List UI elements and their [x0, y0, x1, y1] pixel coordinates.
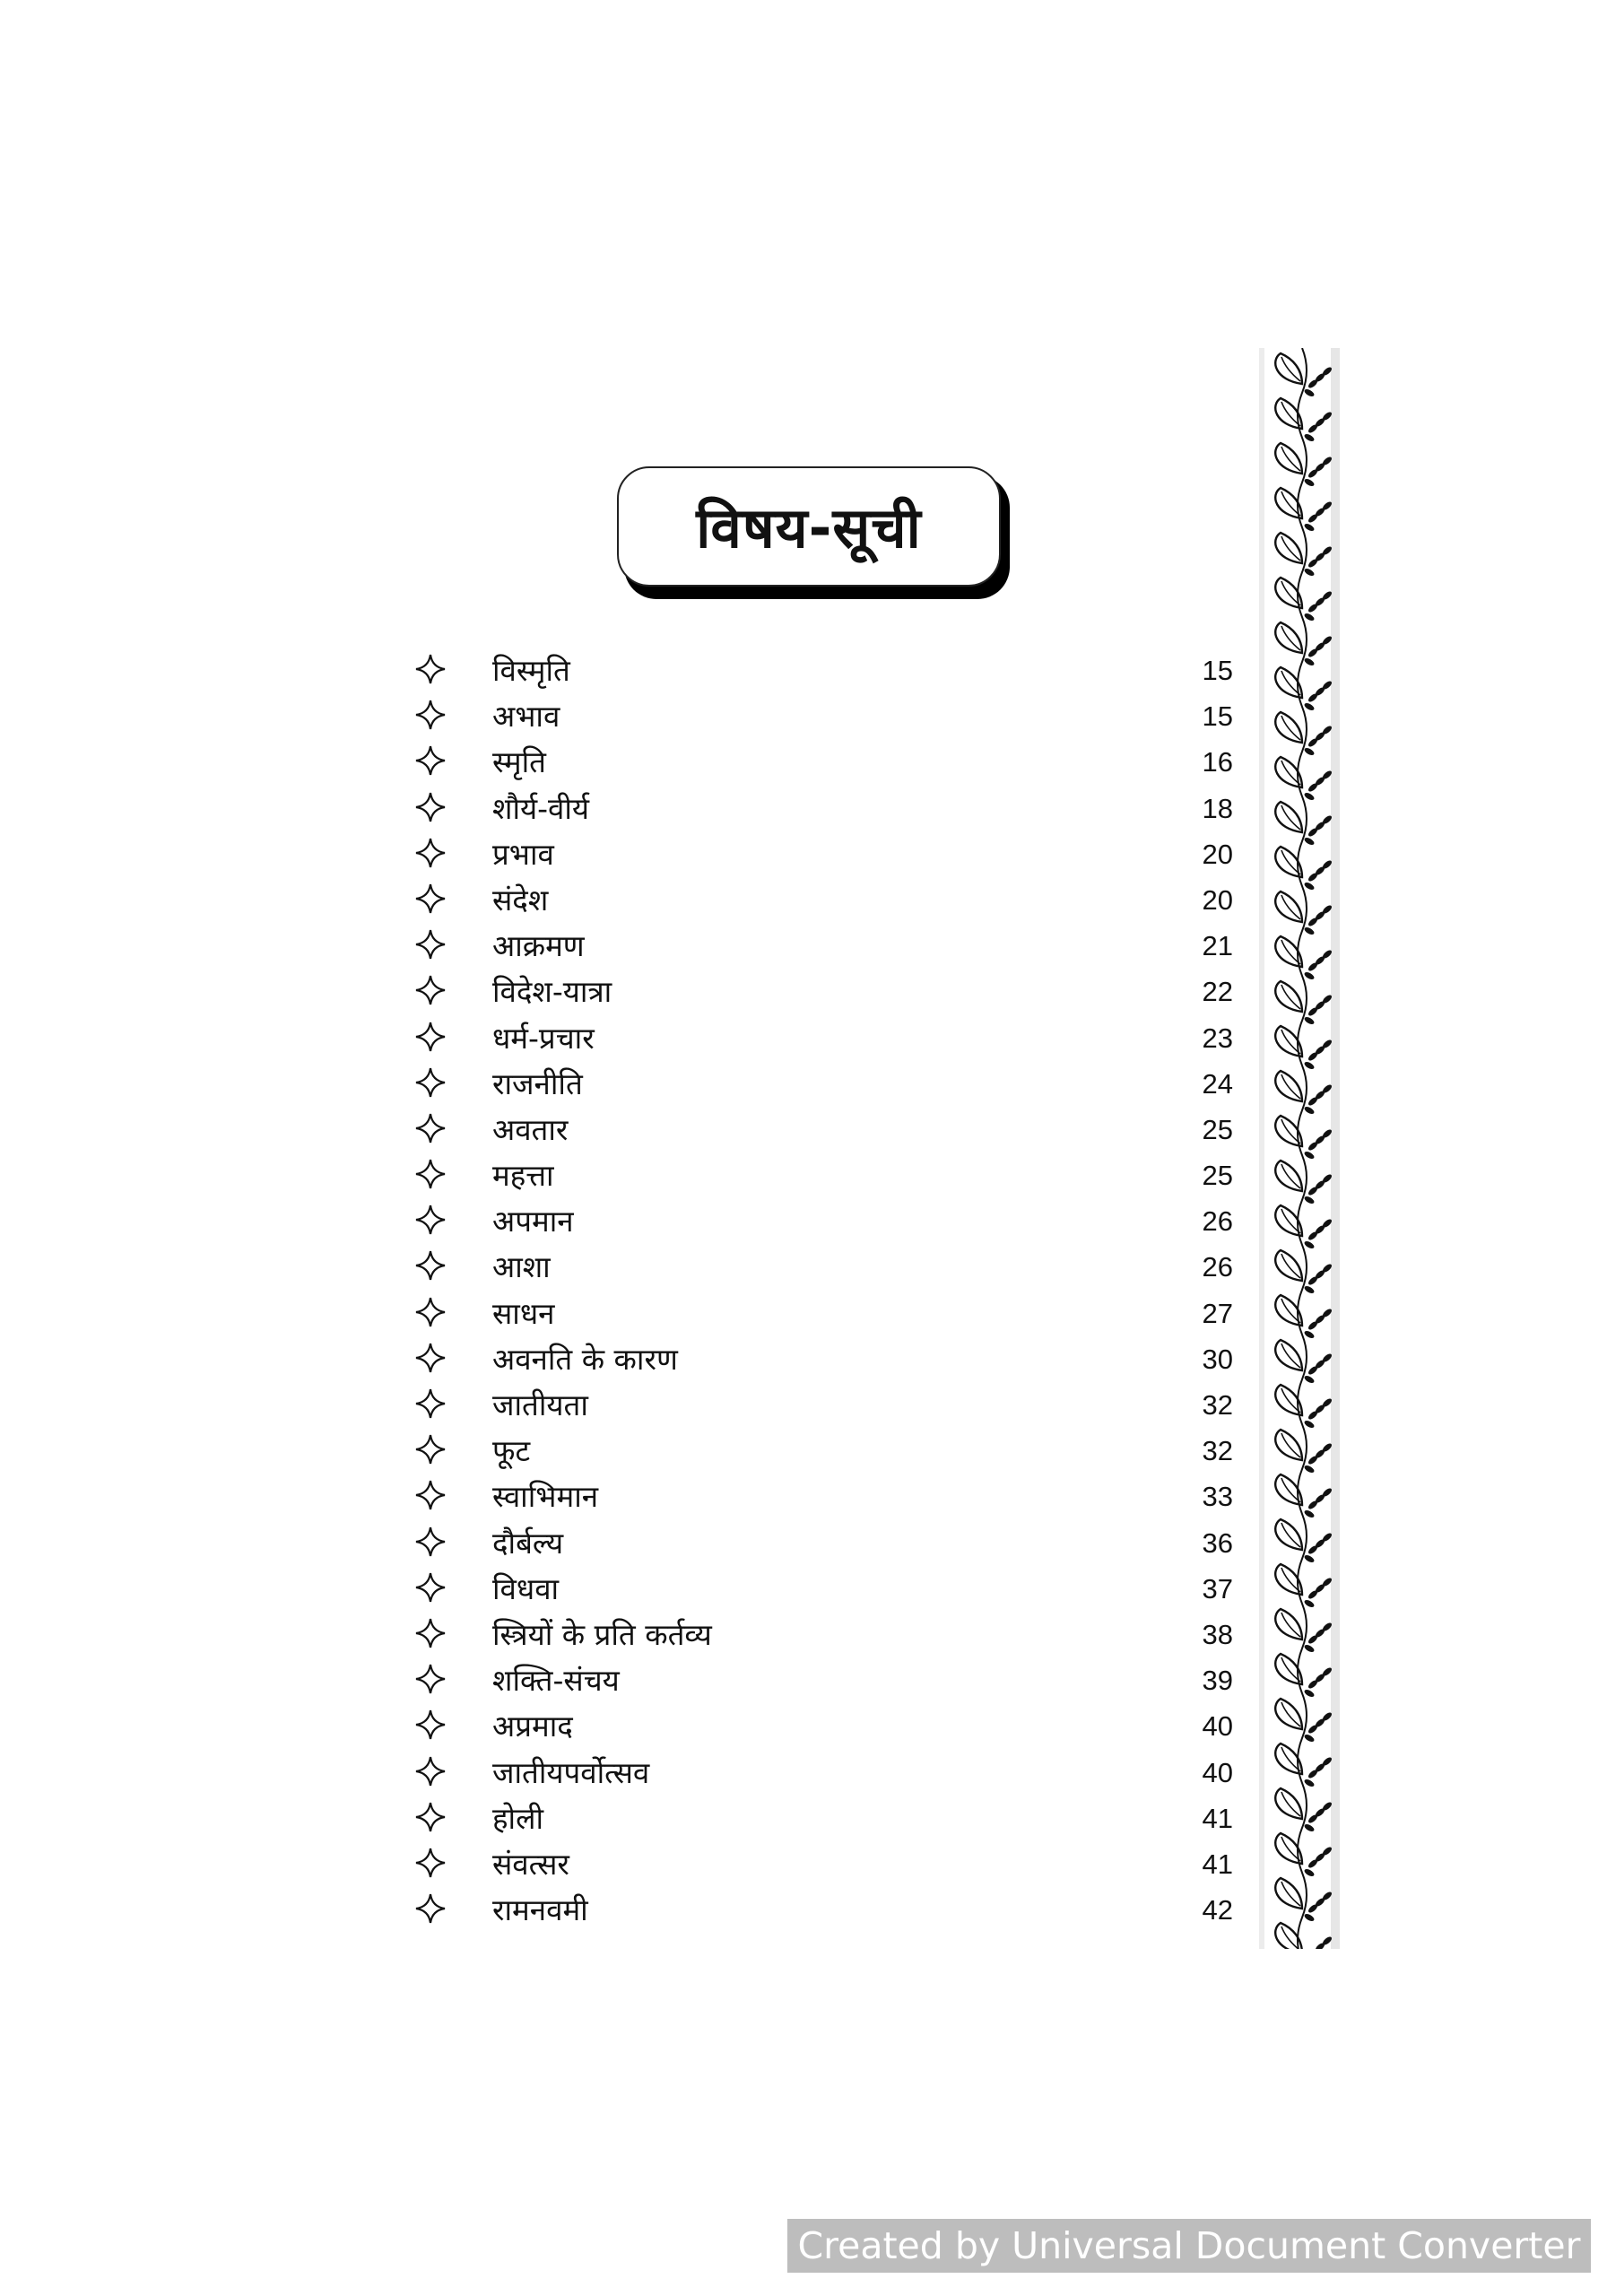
toc-entry-title: अवनति के कारण: [492, 1341, 678, 1377]
toc-entry: [408, 737, 1233, 783]
toc-entry-title: अवतार: [492, 1111, 569, 1147]
toc-entry-page: 33: [1202, 1481, 1233, 1513]
vine-leaf-group: [1275, 1026, 1333, 1071]
toc-entry-title: जातीयपर्वोत्सव: [492, 1754, 650, 1790]
toc-entry-title: अप्रमाद: [492, 1709, 573, 1744]
toc-entry: [408, 1059, 1233, 1105]
vine-leaf-group: [1275, 1519, 1333, 1564]
vine-leaf-group: [1275, 1474, 1333, 1519]
four-point-star-icon: [415, 745, 446, 776]
four-point-star-icon: [415, 1526, 446, 1557]
four-point-star-icon: [415, 700, 446, 730]
toc-entry: [408, 1794, 1233, 1839]
toc-entry: [408, 1748, 1233, 1794]
toc-entry: [408, 1289, 1233, 1335]
watermark-text: Created by Universal Document Converter: [797, 2224, 1581, 2267]
four-point-star-icon: [415, 1618, 446, 1648]
vine-leaf-group: [1275, 1385, 1333, 1430]
toc-entry-title: अभाव: [492, 699, 560, 735]
toc-entry-title: महत्ता: [492, 1158, 554, 1194]
toc-entry: [408, 1380, 1233, 1426]
toc-entry-page: 22: [1202, 976, 1233, 1008]
toc-entry-title: शक्ति-संचय: [492, 1663, 620, 1699]
four-point-star-icon: [415, 975, 446, 1005]
toc-entry: [408, 967, 1233, 1013]
toc-entry-page: 25: [1202, 1113, 1233, 1145]
vine-leaf-group: [1275, 353, 1333, 398]
toc-entry-title: संवत्सर: [492, 1846, 569, 1882]
four-point-star-icon: [415, 1205, 446, 1235]
toc-entry-title: रामनवमी: [492, 1892, 588, 1928]
toc-entry-page: 40: [1202, 1710, 1233, 1743]
vine-leaf-group: [1275, 1564, 1333, 1609]
vine-leaf-group: [1275, 1833, 1333, 1878]
vine-leaf-group: [1275, 1161, 1333, 1205]
vine-leaf-group: [1275, 847, 1333, 891]
vine-leaf-group: [1275, 891, 1333, 936]
toc-entry-page: 41: [1202, 1848, 1233, 1880]
toc-entry: [408, 1701, 1233, 1747]
title-box: [617, 466, 1001, 587]
toc-entry-page: 32: [1202, 1389, 1233, 1421]
vine-leaf-group: [1275, 488, 1333, 533]
vine-leaf-group: [1275, 1250, 1333, 1295]
toc-entry: [408, 1151, 1233, 1196]
page-title: विषय-सूची: [696, 495, 922, 561]
four-point-star-icon: [415, 1297, 446, 1327]
vine-leaf-group: [1275, 1744, 1333, 1788]
toc-entry-page: 16: [1202, 746, 1233, 778]
toc-entry-title: स्मृति: [492, 744, 546, 780]
toc-entry-page: 15: [1202, 700, 1233, 733]
four-point-star-icon: [415, 1159, 446, 1189]
toc-entry-title: आक्रमण: [492, 928, 585, 964]
vine-leaf-group: [1275, 1430, 1333, 1474]
toc-entry-page: 37: [1202, 1572, 1233, 1605]
vine-leaf-group: [1275, 936, 1333, 981]
toc-entry: [408, 1426, 1233, 1472]
vine-leaf-group: [1275, 712, 1333, 757]
toc-entry-title: स्त्रियों के प्रति कर्तव्य: [492, 1616, 712, 1652]
toc-entry-title: विधवा: [492, 1570, 560, 1606]
four-point-star-icon: [415, 1756, 446, 1787]
four-point-star-icon: [415, 1572, 446, 1603]
toc-entry-page: 36: [1202, 1526, 1233, 1559]
toc-entry-page: 41: [1202, 1802, 1233, 1834]
toc-entry-page: 15: [1202, 655, 1233, 686]
toc-entry-title: दौर्बल्य: [492, 1525, 564, 1561]
toc-entry: [408, 646, 1233, 691]
vine-leaf-group: [1275, 1923, 1333, 1949]
vine-leaf-group: [1275, 1205, 1333, 1250]
four-point-star-icon: [415, 1709, 446, 1740]
toc-entry-page: 42: [1202, 1894, 1233, 1926]
toc-entry-page: 23: [1202, 1022, 1233, 1054]
vine-leaf-group: [1275, 802, 1333, 847]
toc-entry: [408, 691, 1233, 737]
toc-entry: [408, 1472, 1233, 1518]
toc-entry-page: 32: [1202, 1435, 1233, 1467]
toc-entry: [408, 1518, 1233, 1564]
four-point-star-icon: [415, 1802, 446, 1832]
four-point-star-icon: [415, 654, 446, 684]
toc-entry-page: 20: [1202, 883, 1233, 916]
toc-entry-title: होली: [492, 1800, 543, 1836]
toc-entry: [408, 1196, 1233, 1242]
four-point-star-icon: [415, 1848, 446, 1878]
toc-entry: [408, 1656, 1233, 1701]
four-point-star-icon: [415, 1343, 446, 1373]
four-point-star-icon: [415, 929, 446, 960]
four-point-star-icon: [415, 883, 446, 914]
four-point-star-icon: [415, 1664, 446, 1694]
vine-leaf-group: [1275, 1878, 1333, 1923]
four-point-star-icon: [415, 1067, 446, 1098]
table-of-contents: [408, 646, 1233, 1931]
toc-entry-title: धर्म-प्रचार: [492, 1020, 595, 1056]
toc-entry-page: 39: [1202, 1665, 1233, 1697]
toc-entry-page: 21: [1202, 930, 1233, 962]
four-point-star-icon: [415, 1480, 446, 1510]
four-point-star-icon: [415, 792, 446, 822]
toc-entry-page: 26: [1202, 1205, 1233, 1238]
four-point-star-icon: [415, 1250, 446, 1281]
vine-leaf-group: [1275, 757, 1333, 802]
vine-leaf-group: [1275, 1071, 1333, 1116]
toc-entry: [408, 1335, 1233, 1380]
vine-leaf-group: [1275, 1609, 1333, 1654]
four-point-star-icon: [415, 1434, 446, 1465]
toc-entry-title: विस्मृति: [492, 653, 570, 688]
vine-leaf-group: [1275, 667, 1333, 712]
vine-leaf-group: [1275, 1116, 1333, 1161]
four-point-star-icon: [415, 1113, 446, 1144]
four-point-star-icon: [415, 838, 446, 868]
vine-leaf-group: [1275, 622, 1333, 667]
toc-entry: [408, 1013, 1233, 1059]
toc-entry-page: 24: [1202, 1067, 1233, 1100]
toc-entry-title: स्वाभिमान: [492, 1479, 599, 1515]
vine-leaf-group: [1275, 398, 1333, 443]
toc-entry-title: अपमान: [492, 1204, 574, 1239]
toc-entry: [408, 875, 1233, 921]
toc-entry: [408, 1610, 1233, 1656]
toc-entry-title: विदेश-यात्रा: [492, 974, 612, 1010]
vine-leaf-group: [1275, 1699, 1333, 1744]
watermark-banner: [787, 2219, 1591, 2273]
toc-entry-page: 18: [1202, 792, 1233, 824]
toc-entry: [408, 784, 1233, 830]
toc-entry-title: प्रभाव: [492, 836, 554, 872]
vine-leaf-group: [1275, 578, 1333, 622]
toc-entry: [408, 921, 1233, 967]
toc-entry-page: 27: [1202, 1297, 1233, 1329]
toc-entry: [408, 830, 1233, 875]
toc-entry-title: संदेश: [492, 882, 549, 918]
toc-entry: [408, 1885, 1233, 1931]
toc-entry-title: राजनीति: [492, 1065, 583, 1101]
toc-entry-page: 40: [1202, 1756, 1233, 1788]
toc-entry: [408, 1105, 1233, 1151]
toc-entry-page: 30: [1202, 1343, 1233, 1375]
toc-entry-page: 20: [1202, 838, 1233, 870]
toc-entry-page: 25: [1202, 1160, 1233, 1192]
four-point-star-icon: [415, 1893, 446, 1924]
toc-entry-title: शौर्य-वीर्य: [492, 790, 590, 826]
vine-leaf-group: [1275, 443, 1333, 488]
toc-entry: [408, 1242, 1233, 1288]
toc-entry-title: जातीयता: [492, 1387, 588, 1422]
vine-leaf-group: [1275, 533, 1333, 578]
four-point-star-icon: [415, 1388, 446, 1419]
four-point-star-icon: [415, 1022, 446, 1052]
vine-stem: [1298, 348, 1307, 1949]
toc-entry-page: 26: [1202, 1251, 1233, 1283]
toc-entry-title: फूट: [492, 1433, 531, 1469]
toc-entry-page: 38: [1202, 1618, 1233, 1650]
toc-entry: [408, 1839, 1233, 1885]
toc-entry-title: आशा: [492, 1249, 551, 1285]
vine-leaf-group: [1275, 1295, 1333, 1340]
leaf-vine-border: [1263, 348, 1342, 1949]
toc-entry-title: साधन: [492, 1295, 555, 1331]
vine-leaf-group: [1275, 981, 1333, 1026]
vine-leaf-group: [1275, 1654, 1333, 1699]
toc-entry: [408, 1564, 1233, 1610]
vine-leaf-group: [1275, 1788, 1333, 1833]
vine-leaf-group: [1275, 1340, 1333, 1385]
